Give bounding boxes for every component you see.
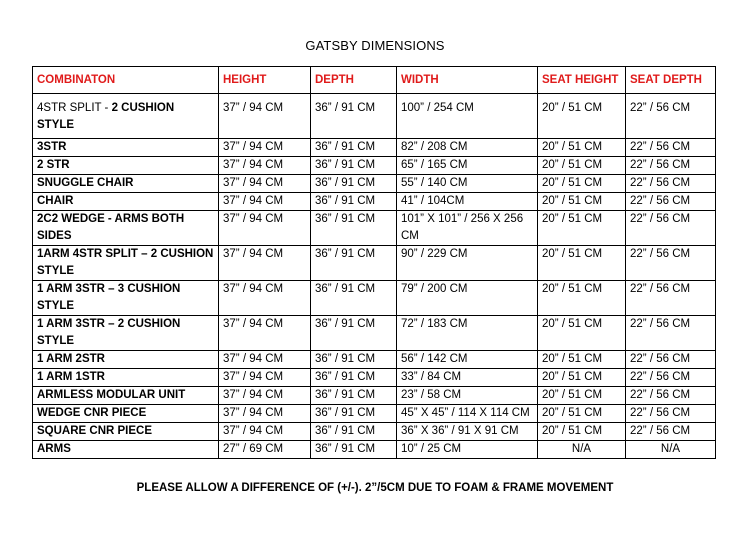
- row-combination: 1ARM 4STR SPLIT – 2 CUSHION STYLE: [33, 246, 219, 281]
- row-combination: WEDGE CNR PIECE: [33, 405, 219, 423]
- row-seat-height: 20” / 51 CM: [538, 351, 626, 369]
- row-width: 100” / 254 CM: [397, 94, 538, 139]
- row-width: 36” X 36” / 91 X 91 CM: [397, 423, 538, 441]
- row-width: 41” / 104CM: [397, 193, 538, 211]
- row-width: 72” / 183 CM: [397, 316, 538, 351]
- header-seat-depth: SEAT DEPTH: [626, 67, 716, 94]
- row-depth: 36” / 91 CM: [311, 316, 397, 351]
- row-depth: 36” / 91 CM: [311, 175, 397, 193]
- row-combination: 2 STR: [33, 157, 219, 175]
- table-row: [33, 246, 716, 281]
- row-depth: 36” / 91 CM: [311, 193, 397, 211]
- row-combination: ARMLESS MODULAR UNIT: [33, 387, 219, 405]
- row-height: 37” / 94 CM: [219, 157, 311, 175]
- header-width: WIDTH: [397, 67, 538, 94]
- tolerance-note: PLEASE ALLOW A DIFFERENCE OF (+/-). 2”/5CM DUE TO FOAM & FRAME MOVEMENT: [136, 482, 614, 494]
- row-width: 65” / 165 CM: [397, 157, 538, 175]
- row-depth: 36” / 91 CM: [311, 351, 397, 369]
- row-seat-depth: 22” / 56 CM: [626, 175, 716, 193]
- row-seat-depth: 22” / 56 CM: [626, 316, 716, 351]
- row-combination: 1 ARM 3STR – 3 CUSHION STYLE: [33, 281, 219, 316]
- row-depth: 36” / 91 CM: [311, 423, 397, 441]
- row-seat-depth: 22” / 56 CM: [626, 246, 716, 281]
- dimensions-table: [32, 66, 716, 459]
- table-row: [33, 387, 716, 405]
- row-combination: CHAIR: [33, 193, 219, 211]
- row-height: 37” / 94 CM: [219, 246, 311, 281]
- row-combination: 1 ARM 3STR – 2 CUSHION STYLE: [33, 316, 219, 351]
- header-seat-height: SEAT HEIGHT: [538, 67, 626, 94]
- table-row: [33, 157, 716, 175]
- row-height: 37” / 94 CM: [219, 281, 311, 316]
- header-depth: DEPTH: [311, 67, 397, 94]
- table-row: [33, 94, 716, 139]
- row-seat-depth: 22” / 56 CM: [626, 211, 716, 246]
- row-depth: 36” / 91 CM: [311, 139, 397, 157]
- row-height: 37” / 94 CM: [219, 193, 311, 211]
- row-seat-height: 20” / 51 CM: [538, 246, 626, 281]
- row-width: 90” / 229 CM: [397, 246, 538, 281]
- row-seat-depth: 22” / 56 CM: [626, 423, 716, 441]
- row-seat-depth: 22” / 56 CM: [626, 405, 716, 423]
- row-height: 37” / 94 CM: [219, 387, 311, 405]
- row-width: 79” / 200 CM: [397, 281, 538, 316]
- row-combination: 4STR SPLIT - 2 CUSHION STYLE: [33, 94, 219, 139]
- row-seat-height: N/A: [538, 441, 626, 459]
- row-height: 27” / 69 CM: [219, 441, 311, 459]
- row-seat-height: 20” / 51 CM: [538, 211, 626, 246]
- row-height: 37” / 94 CM: [219, 175, 311, 193]
- row-seat-height: 20” / 51 CM: [538, 193, 626, 211]
- row-height: 37” / 94 CM: [219, 351, 311, 369]
- row-seat-depth: 22” / 56 CM: [626, 369, 716, 387]
- row-seat-height: 20” / 51 CM: [538, 157, 626, 175]
- row-depth: 36” / 91 CM: [311, 441, 397, 459]
- row-combination: 3STR: [33, 139, 219, 157]
- row-seat-depth: 22” / 56 CM: [626, 387, 716, 405]
- table-row: [33, 369, 716, 387]
- row-depth: 36” / 91 CM: [311, 246, 397, 281]
- row-seat-height: 20” / 51 CM: [538, 281, 626, 316]
- row-seat-depth: 22” / 56 CM: [626, 281, 716, 316]
- row-combination: 1 ARM 2STR: [33, 351, 219, 369]
- row-width: 101” X 101” / 256 X 256 CM: [397, 211, 538, 246]
- row-height: 37” / 94 CM: [219, 369, 311, 387]
- row-width: 33” / 84 CM: [397, 369, 538, 387]
- row-seat-height: 20” / 51 CM: [538, 316, 626, 351]
- row-seat-depth: N/A: [626, 441, 716, 459]
- row-height: 37” / 94 CM: [219, 405, 311, 423]
- table-row: [33, 281, 716, 316]
- page-title: GATSBY DIMENSIONS: [305, 38, 445, 53]
- table-row: [33, 441, 716, 459]
- table-header-row: [33, 67, 716, 94]
- header-height: HEIGHT: [219, 67, 311, 94]
- row-seat-height: 20” / 51 CM: [538, 387, 626, 405]
- row-seat-height: 20” / 51 CM: [538, 94, 626, 139]
- row-combination: SNUGGLE CHAIR: [33, 175, 219, 193]
- row-seat-depth: 22” / 56 CM: [626, 193, 716, 211]
- table-row: [33, 193, 716, 211]
- row-seat-height: 20” / 51 CM: [538, 139, 626, 157]
- table-row: [33, 139, 716, 157]
- row-seat-depth: 22” / 56 CM: [626, 351, 716, 369]
- row-depth: 36” / 91 CM: [311, 281, 397, 316]
- row-seat-height: 20” / 51 CM: [538, 423, 626, 441]
- row-depth: 36” / 91 CM: [311, 369, 397, 387]
- row-combination: 1 ARM 1STR: [33, 369, 219, 387]
- row-depth: 36” / 91 CM: [311, 405, 397, 423]
- row-width: 55” / 140 CM: [397, 175, 538, 193]
- row-height: 37” / 94 CM: [219, 423, 311, 441]
- row-seat-height: 20” / 51 CM: [538, 369, 626, 387]
- row-seat-height: 20” / 51 CM: [538, 175, 626, 193]
- row-width: 45” X 45” / 114 X 114 CM: [397, 405, 538, 423]
- table-row: [33, 423, 716, 441]
- row-combination: 2C2 WEDGE - ARMS BOTH SIDES: [33, 211, 219, 246]
- row-seat-depth: 22” / 56 CM: [626, 139, 716, 157]
- header-combination: COMBINATON: [33, 67, 219, 94]
- table-row: [33, 316, 716, 351]
- row-depth: 36” / 91 CM: [311, 211, 397, 246]
- row-height: 37” / 94 CM: [219, 211, 311, 246]
- row-width: 56” / 142 CM: [397, 351, 538, 369]
- row-depth: 36” / 91 CM: [311, 157, 397, 175]
- row-width: 23” / 58 CM: [397, 387, 538, 405]
- row-height: 37” / 94 CM: [219, 139, 311, 157]
- row-seat-height: 20” / 51 CM: [538, 405, 626, 423]
- row-depth: 36” / 91 CM: [311, 94, 397, 139]
- row-width: 10” / 25 CM: [397, 441, 538, 459]
- row-depth: 36” / 91 CM: [311, 387, 397, 405]
- row-height: 37” / 94 CM: [219, 94, 311, 139]
- table-row: [33, 175, 716, 193]
- table-row: [33, 405, 716, 423]
- row-combination: ARMS: [33, 441, 219, 459]
- row-width: 82” / 208 CM: [397, 139, 538, 157]
- row-seat-depth: 22” / 56 CM: [626, 157, 716, 175]
- row-combination: SQUARE CNR PIECE: [33, 423, 219, 441]
- table-row: [33, 211, 716, 246]
- row-seat-depth: 22” / 56 CM: [626, 94, 716, 139]
- row-height: 37” / 94 CM: [219, 316, 311, 351]
- table-row: [33, 351, 716, 369]
